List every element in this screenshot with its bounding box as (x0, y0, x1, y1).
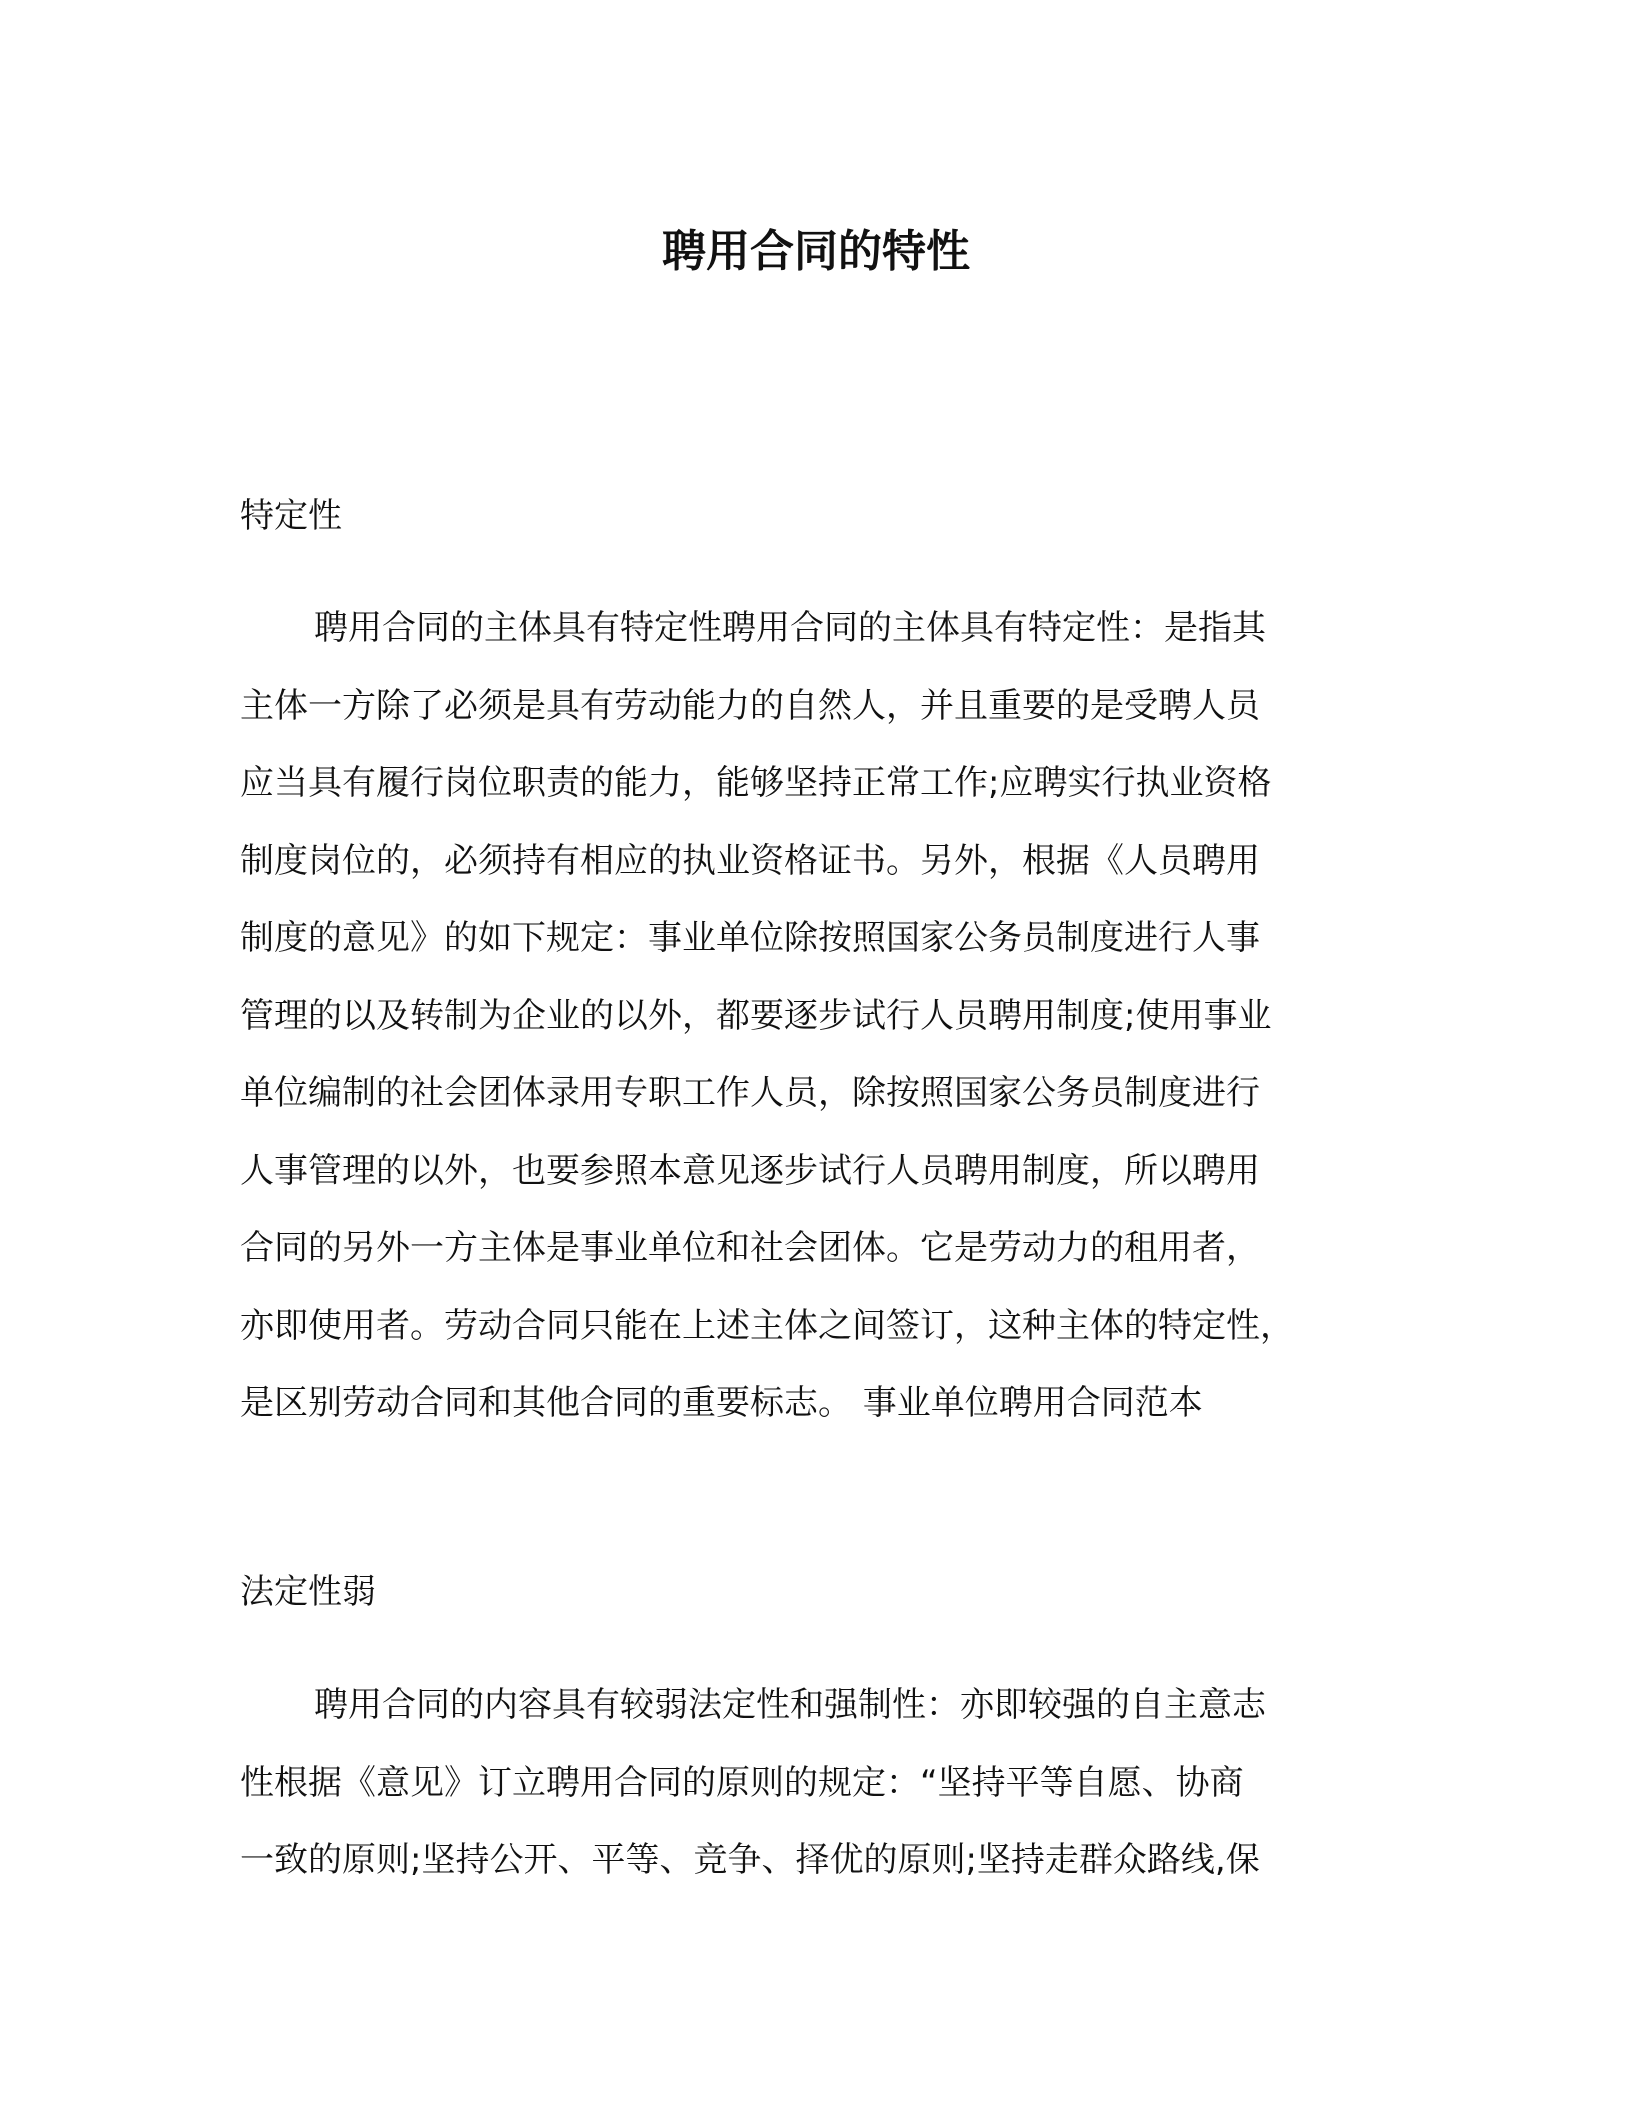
paragraph-line: 聘用合同的主体具有特定性聘用合同的主体具有特定性：是指其 (314, 608, 1266, 648)
paragraph-specificity (240, 590, 1380, 1443)
paragraph-line: 制度岗位的，必须持有相应的执业资格证书。另外，根据《人员聘用 (240, 840, 1260, 881)
paragraph-line: 是区别劳动合同和其他合同的重要标志。 事业单位聘用合同范本 (240, 1383, 1203, 1423)
section-heading-specificity: 特定性 (240, 496, 342, 536)
paragraph-line: 应当具有履行岗位职责的能力，能够坚持正常工作;应聘实行执业资格 (240, 763, 1272, 803)
paragraph-line: 主体一方除了必须是具有劳动能力的自然人，并且重要的是受聘人员 (240, 685, 1260, 726)
paragraph-line: 亦即使用者。劳动合同只能在上述主体之间签订，这种主体的特定性， (240, 1305, 1294, 1346)
paragraph-line: 聘用合同的内容具有较弱法定性和强制性：亦即较强的自主意志 (314, 1685, 1266, 1725)
paragraph-line: 性根据《意见》订立聘用合同的原则的规定：“坚持平等自愿、协商 (240, 1762, 1244, 1803)
paragraph-line: 制度的意见》的如下规定：事业单位除按照国家公务员制度进行人事 (240, 918, 1260, 958)
paragraph-line: 合同的另外一方主体是事业单位和社会团体。它是劳动力的租用者， (240, 1228, 1260, 1268)
document-title: 聘用合同的特性 (662, 226, 970, 277)
paragraph-line: 人事管理的以外，也要参照本意见逐步试行人员聘用制度，所以聘用 (240, 1150, 1260, 1191)
paragraph-line: 一致的原则;坚持公开、平等、竞争、择优的原则;坚持走群众路线,保 (240, 1840, 1260, 1880)
paragraph-line: 管理的以及转制为企业的以外，都要逐步试行人员聘用制度;使用事业 (240, 995, 1272, 1036)
section-heading-weak-legality: 法定性弱 (240, 1572, 376, 1612)
paragraph-line: 单位编制的社会团体录用专职工作人员，除按照国家公务员制度进行 (240, 1073, 1260, 1113)
paragraph-weak-legality (240, 1667, 1380, 1900)
